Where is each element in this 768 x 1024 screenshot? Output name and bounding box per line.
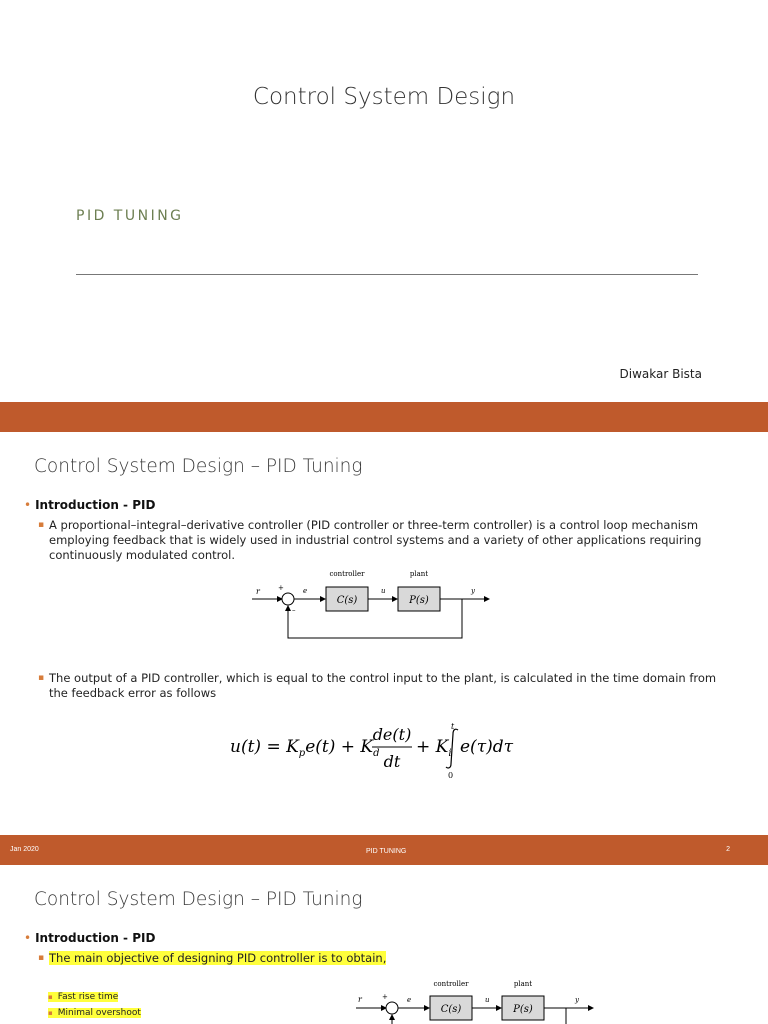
minus-sign: – [292,606,296,614]
e-label: e [303,587,308,595]
eq-sub-d: d [373,748,380,759]
bullet-icon: ▪ [38,520,45,530]
paragraph-text: The output of a PID controller, which is equal to the control input to the plant, is calculated in the time domain from the feedback error as follows [49,671,717,700]
footer-date: Jan 2020 [10,846,39,853]
bullet-icon: • [24,931,32,945]
feedback-block-diagram [352,977,602,1024]
plant-label: plant [513,980,533,988]
controller-label: controller [329,570,365,578]
list-item-text: Fast rise time [57,992,119,1002]
title-slide [0,0,768,402]
bullet-icon: • [24,498,32,512]
eq-sub-p: p [298,748,306,759]
eq-integral-lower: 0 [448,771,454,780]
eq-term1: e(t) + K [305,737,374,757]
plant-block-label: P(s) [409,595,429,606]
plus-sign: + [278,584,284,592]
footer-title: PID TUNING [366,848,407,855]
content-slide-3 [0,865,768,1024]
slide-title: Control System Design – PID Tuning [34,889,363,910]
eq-sub-i: i [448,748,452,759]
list-item-text: Minimal overshoot [57,1008,141,1018]
eq-plus-ki: + K [416,737,449,757]
controller-block-label: C(s) [336,595,358,606]
slide-title: Control System Design – PID Tuning [34,456,363,477]
svg-text:u(t) = Kpe(t) + Kd [230,737,380,759]
plant-block-label: P(s) [513,1004,533,1015]
controller-block-label: C(s) [440,1004,462,1015]
eq-lhs: u(t) = K [230,737,299,757]
y-label: y [471,587,475,595]
heading-text: Introduction - PID [35,498,156,512]
bullet-paragraph-1 [38,951,738,966]
slide-footer [0,835,768,865]
e-label: e [407,996,412,1004]
content-slide-2 [0,432,768,835]
list-item [48,1008,141,1018]
summing-junction [282,593,294,605]
author-name: Diwakar Bista [619,367,702,381]
controller-label: controller [433,980,469,988]
plant-label: plant [409,570,429,578]
bullet-icon: ▪ [38,953,45,963]
summing-junction [386,1002,398,1014]
bullet-heading [24,498,155,512]
slide-subtitle: PID TUNING [76,208,184,224]
bullet-paragraph-1 [38,518,738,563]
paragraph-text: A proportional–integral–derivative controller (PID controller or three-term controller) is a control loop mechanism employing feedback that is widely used in industrial control systems and a variety of other applications requiring continuously modulated control. [49,518,702,562]
list-item [48,992,118,1002]
eq-frac-num: de(t) [372,725,412,744]
bullet-icon: ▪ [48,1009,53,1017]
bullet-icon: ▪ [48,993,53,1001]
eq-frac-den: dt [383,752,401,771]
r-label: r [358,995,362,1004]
feedback-block-diagram [248,566,498,642]
eq-integral-upper: t [451,722,455,731]
u-label: u [485,996,490,1004]
bullet-icon: ▪ [38,673,45,683]
y-label: y [575,996,579,1004]
pid-equation [226,720,526,780]
u-label: u [381,587,386,595]
footer-page-number: 2 [726,846,730,853]
heading-text: Introduction - PID [35,931,156,945]
divider [76,274,698,275]
eq-integrand: e(τ)dτ [460,737,514,757]
svg-text:+ Ki [416,737,452,759]
slide-separator-bar [0,402,768,432]
plus-sign: + [382,993,388,1001]
bullet-paragraph-2 [38,671,738,701]
r-label: r [256,587,260,596]
slide-title: Control System Design [252,84,516,110]
highlighted-text: The main objective of designing PID controller is to obtain, [49,951,387,965]
bullet-heading [24,931,155,945]
